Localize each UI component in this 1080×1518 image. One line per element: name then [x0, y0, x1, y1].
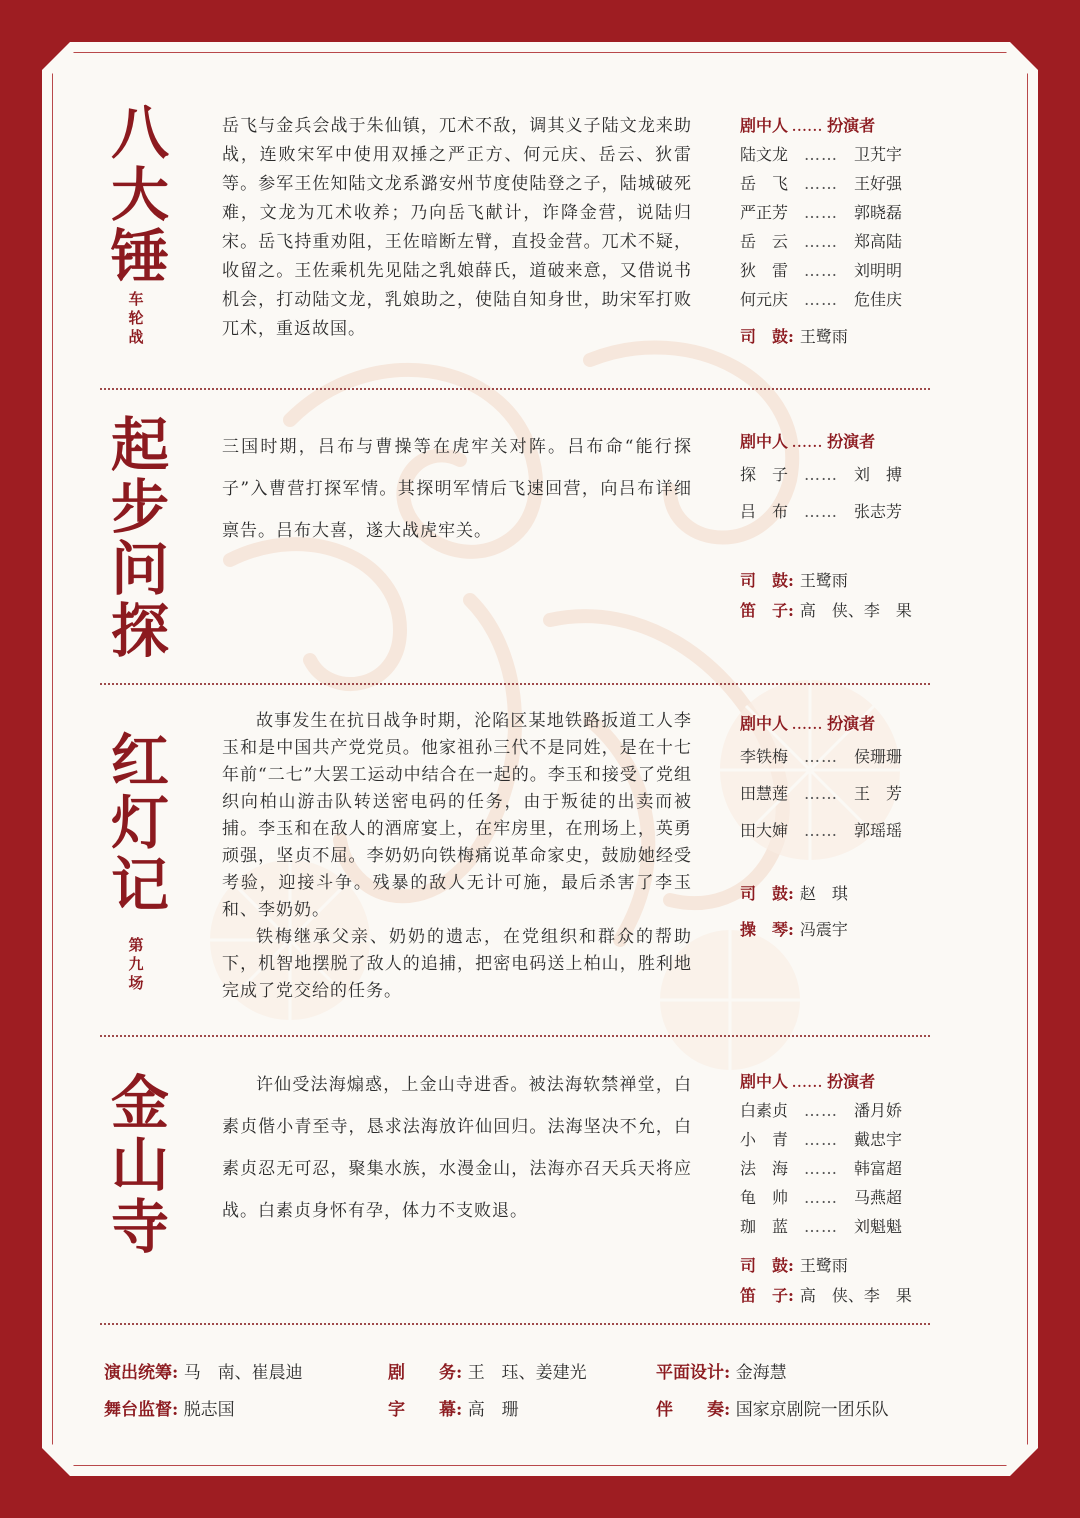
cast-row: 陆文龙 …… 卫艽宇: [740, 145, 903, 164]
section-divider: [100, 388, 930, 390]
synopsis-paragraph: 铁梅继承父亲、奶奶的遗志，在党组织和群众的帮助下，机智地摆脱了敌人的追捕，把密电码送上柏山，胜利地完成了党交给的任务。: [222, 927, 692, 1001]
cast-row: 法 海 …… 韩富超: [740, 1159, 903, 1178]
play-title: [105, 411, 175, 665]
crew-row: 司 鼓: 赵 琪: [740, 884, 848, 903]
cast-row: 小 青 …… 戴忠宇: [740, 1130, 903, 1149]
title-character: 金: [110, 1069, 169, 1137]
cast-header: 剧中人 ...... 扮演者: [740, 1072, 876, 1091]
crew-row: 司 鼓: 王鹭雨: [740, 1256, 848, 1275]
crew-row: 笛 子: 高 侠、李 果: [740, 601, 912, 620]
title-character: 问: [110, 535, 169, 603]
section-divider: [100, 1323, 930, 1325]
cast-row: 探 子 …… 刘 搏: [740, 465, 903, 484]
title-character: 起: [110, 411, 169, 479]
play-title: [105, 1069, 175, 1261]
cast-row: 李铁梅 …… 侯珊珊: [740, 747, 903, 766]
cast-row: 狄 雷 …… 刘明明: [740, 261, 903, 280]
credit-item: 字 幕: 高 珊: [388, 1400, 519, 1420]
section-divider: [100, 683, 930, 685]
title-character: 车: [128, 290, 144, 308]
credit-item: 剧 务: 王 珏、姜建光: [388, 1363, 587, 1383]
cast-row: 田慧莲 …… 王 芳: [740, 784, 903, 803]
credit-item: 平面设计: 金海慧: [656, 1363, 787, 1383]
play-synopsis: [222, 426, 692, 552]
crew-row: 司 鼓: 王鹭雨: [740, 327, 848, 346]
cast-row: 岳 飞 …… 王好强: [740, 174, 903, 193]
title-character: 红: [110, 727, 169, 795]
title-character: 灯: [110, 789, 169, 857]
cast-row: 岳 云 …… 郑高陆: [740, 232, 903, 251]
title-character: 山: [110, 1131, 169, 1199]
credit-item: 伴 奏: 国家京剧院一团乐队: [656, 1400, 889, 1420]
synopsis-paragraph: 岳飞与金兵会战于朱仙镇，兀术不敌，调其义子陆文龙来助战，连败宋军中使用双捶之严正方、何元庆、岳云、狄雷等。参军王佐知陆文龙系潞安州节度使陆登之子，陆城破死难，文龙为兀术收养；乃向岳飞献计，诈降金营，说陆归宋。岳飞持重劝阻，王佐暗断左臂，直投金营。兀术不疑，收留之。王佐乘机先见陆之乳娘薛氏，道破来意，又借说书机会，打动陆文龙，乳娘助之，使陆自知身世，助宋军打败兀术，重返故国。: [222, 116, 692, 339]
play-subtitle: [124, 290, 148, 347]
cast-row: 龟 帅 …… 马燕超: [740, 1188, 903, 1207]
credit-item: 舞台监督: 脱志国: [104, 1400, 235, 1420]
title-character: 轮: [128, 309, 144, 327]
cast-row: 吕 布 …… 张志芳: [740, 502, 903, 521]
section-divider: [100, 1035, 930, 1037]
play-synopsis: [222, 1064, 692, 1232]
crew-row: 操 琴: 冯震宇: [740, 920, 848, 939]
play-subtitle: [124, 936, 148, 993]
credit-item: 演出统筹: 马 南、崔晨迪: [104, 1363, 303, 1383]
cast-list: [740, 112, 960, 352]
play-synopsis: [222, 112, 692, 344]
cast-list: [740, 710, 960, 945]
title-character: 八: [110, 99, 169, 167]
cast-header: 剧中人 ...... 扮演者: [740, 432, 876, 451]
title-character: 大: [110, 161, 169, 229]
synopsis-paragraph: 许仙受法海煽惑，上金山寺进香。被法海软禁禅堂，白素贞偕小青至寺，恳求法海放许仙回归。法海坚决不允，白素贞忍无可忍，聚集水族，水漫金山，法海亦召天兵天将应战。白素贞身怀有孕，体力不支败退。: [222, 1075, 692, 1221]
crew-row: 笛 子: 高 侠、李 果: [740, 1286, 912, 1305]
cast-row: 白素贞 …… 潘月娇: [740, 1101, 903, 1120]
cast-header: 剧中人 ...... 扮演者: [740, 116, 876, 135]
title-character: 第: [128, 936, 144, 954]
synopsis-paragraph: 故事发生在抗日战争时期，沦陷区某地铁路扳道工人李玉和是中国共产党党员。他家祖孙三代不是同姓，是在十七年前“二七”大罢工运动中结合在一起的。李玉和接受了党组织向柏山游击队转送密电码的任务，由于叛徒的出卖而被捕。李玉和在敌人的酒席宴上，在牢房里，在刑场上，英勇顽强，坚贞不屈。李奶奶向铁梅痛说革命家史，鼓励她经受考验，迎接斗争。残暴的敌人无计可施，最后杀害了李玉和、李奶奶。: [222, 711, 692, 920]
title-character: 战: [128, 328, 144, 346]
cast-row: 珈 蓝 …… 刘魁魁: [740, 1217, 903, 1236]
play-title: [105, 727, 175, 919]
play-title: [105, 99, 175, 291]
title-character: 步: [110, 473, 169, 541]
title-character: 记: [110, 851, 169, 919]
title-character: 寺: [110, 1193, 169, 1261]
cast-row: 严正芳 …… 郭晓磊: [740, 203, 903, 222]
play-synopsis: [222, 708, 692, 1005]
cast-row: 田大婶 …… 郭瑶瑶: [740, 821, 903, 840]
synopsis-paragraph: 三国时期，吕布与曹操等在虎牢关对阵。吕布命“能行探子”入曹营打探军情。其探明军情后飞速回营，向吕布详细禀告。吕布大喜，遂大战虎牢关。: [222, 437, 692, 541]
cast-header: 剧中人 ...... 扮演者: [740, 714, 876, 733]
cast-list: [740, 428, 960, 626]
cast-row: 何元庆 …… 危佳庆: [740, 290, 903, 309]
title-character: 九: [128, 955, 144, 973]
crew-row: 司 鼓: 王鹭雨: [740, 571, 848, 590]
title-character: 锤: [110, 223, 169, 291]
cast-list: [740, 1068, 960, 1311]
title-character: 场: [128, 974, 144, 992]
title-character: 探: [110, 597, 169, 665]
